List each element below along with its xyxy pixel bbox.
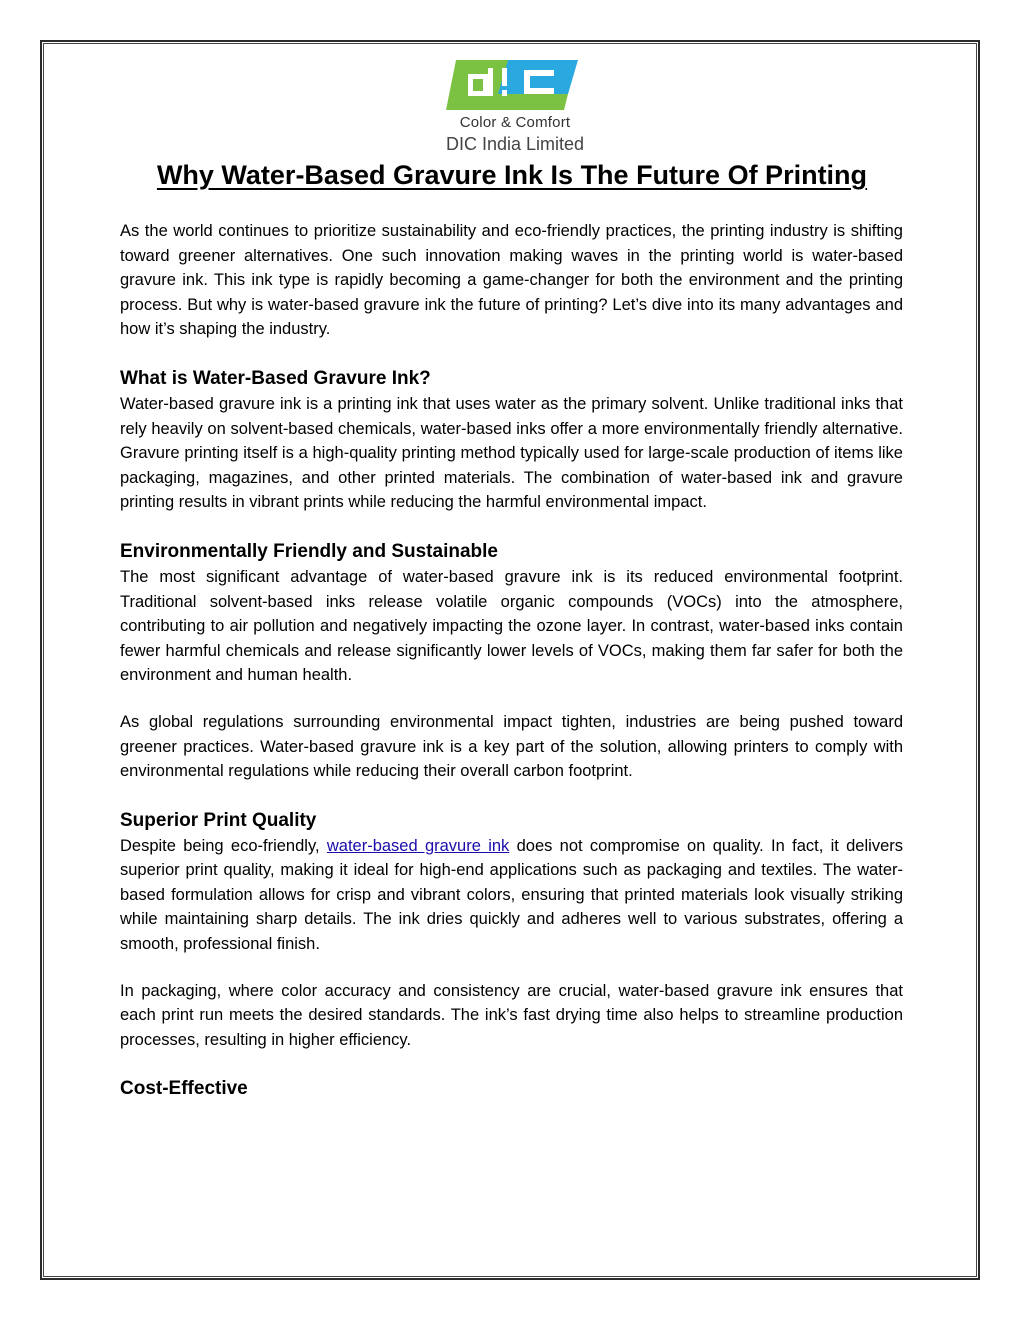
company-logo	[440, 60, 590, 160]
quality-text-suffix: does not compromise on quality. In fact, it delivers superior print quality, making it ideal for high-end applications such as packaging and textiles. The water-based formulation allows for crisp and vibrant colors, ensuring that printed materials look visually striking while maintaining sharp details. The ink dries quickly and adheres well to various substrates, offering a smooth, professional finish.	[120, 836, 903, 954]
document-title: Why Water-Based Gravure Ink Is The Future Of Printing	[156, 160, 868, 190]
logo-tagline: Color & Comfort	[459, 114, 571, 131]
section-heading-quality: Superior Print Quality	[120, 809, 317, 831]
quality-text-prefix: Despite being eco-friendly,	[120, 836, 327, 855]
section-heading-eco: Environmentally Friendly and Sustainable	[120, 540, 498, 562]
section-heading-what: What is Water-Based Gravure Ink?	[120, 367, 431, 389]
intro-paragraph: As the world continues to prioritize sustainability and eco-friendly practices, the printing industry is shifting toward greener alternatives. One such innovation making waves in the printing world is water-based gravure ink. This ink type is rapidly becoming a game-changer for both the environment and the printing process. But why is water-based gravure ink the future of printing? Let’s dive into its many advantages and how it’s shaping the industry.	[120, 222, 903, 339]
dic-logo-mark	[446, 60, 578, 110]
section-eco-paragraph-2: As global regulations surrounding environmental impact tighten, industries are being pushed toward greener practices. Water-based gravure ink is a key part of the solution, allowing printers to comply with environmental regulations while reducing their overall carbon footprint.	[120, 712, 903, 781]
logo-company-name: DIC India Limited	[445, 134, 585, 154]
section-quality-paragraph-1	[120, 834, 903, 957]
section-quality-paragraph-2: In packaging, where color accuracy and consistency are crucial, water-based gravure ink ensures that each print run meets the desired standards. The ink’s fast drying time also helps to streamline production processes, resulting in higher efficiency.	[120, 981, 903, 1049]
water-based-gravure-ink-link[interactable]: water-based gravure ink	[326, 836, 510, 855]
section-what-paragraph: Water-based gravure ink is a printing ink that uses water as the primary solvent. Unlike traditional inks that rely heavily on solvent-based chemicals, water-based inks offer a more environmentally friendly alternative. Gravure printing itself is a high-quality printing method typically used for large-scale production of items like packaging, magazines, and other printed materials. The combination of water-based ink and gravure printing results in vibrant prints while reducing the harmful environmental impact.	[120, 394, 903, 512]
section-eco-paragraph-1: The most significant advantage of water-based gravure ink is its reduced environmental footprint. Traditional solvent-based inks release volatile organic compounds (VOCs) into the atmosphere, contributing to air pollution and negatively impacting the ozone layer. In contrast, water-based inks contain fewer harmful chemicals and release significantly lower levels of VOCs, making them far safer for both the environment and human health.	[120, 567, 903, 685]
section-heading-cost: Cost-Effective	[120, 1078, 248, 1100]
article-body	[120, 219, 903, 1102]
